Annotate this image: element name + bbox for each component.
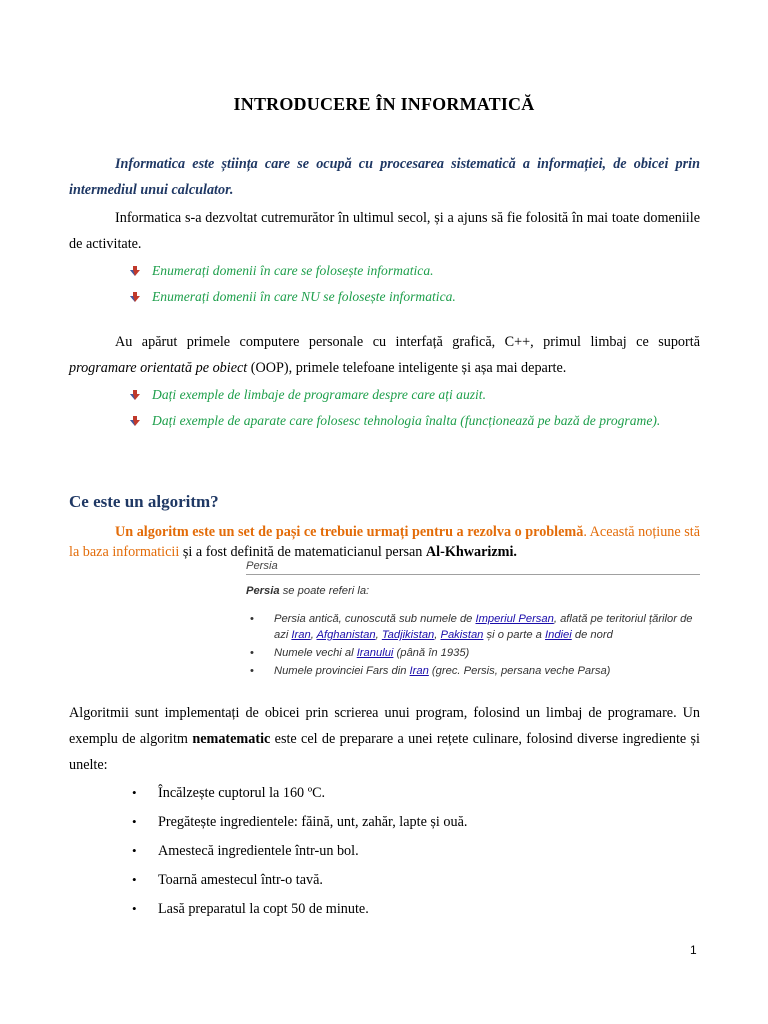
recipe-step — [132, 896, 692, 925]
recipe-steps — [132, 780, 692, 925]
task-item — [128, 382, 700, 408]
algorithm-paragraph — [69, 522, 700, 562]
task-text: Dați exemple de aparate care folosesc tehnologia înalta (funcționează pe bază de programe). — [152, 413, 661, 428]
wiki-link-iran[interactable]: Iran — [409, 665, 429, 677]
definition-paragraph: Informatica este știința care se ocupă cu procesarea sistematică a informației, de obicei prin intermediul unui calculator. — [69, 156, 700, 198]
arrow-down-icon — [130, 416, 140, 426]
recipe-step-text: Toarnă amestecul într-o tavă. — [158, 872, 323, 888]
bullet-icon: • — [132, 843, 137, 858]
bullet-icon: • — [132, 785, 137, 800]
recipe-step — [132, 838, 692, 867]
wiki-list-item — [246, 645, 700, 661]
arrow-down-icon — [130, 266, 140, 276]
wiki-text: (până în 1935) — [393, 647, 470, 659]
task-item — [128, 258, 700, 284]
page-number: 1 — [690, 943, 697, 957]
bullet-icon: • — [250, 613, 254, 625]
computers-oop-term: programare orientată pe obiect — [69, 360, 248, 376]
recipe-step-text: Lasă preparatul la copt 50 de minute. — [158, 901, 369, 917]
wiki-link-indiei[interactable]: Indiei — [545, 629, 572, 641]
wiki-header: Persia — [246, 560, 700, 575]
wiki-text: (grec. Persis, persana veche Parsa) — [428, 665, 611, 677]
bullet-icon: • — [132, 901, 137, 916]
wiki-link-iran[interactable]: Iran — [291, 629, 311, 641]
recipe-step-text: Amestecă ingredientele într-un bol. — [158, 843, 359, 859]
recipe-step-text: Încălzește cuptorul la 160 ºC. — [158, 785, 326, 801]
computers-text-1: Au apărut primele computere personale cu interfață grafică, C++, primul limbaj ce suportă — [115, 334, 700, 350]
wiki-text: și o parte a — [483, 629, 545, 641]
wiki-text: Numele vechi al — [274, 647, 357, 659]
wiki-link-pakistan[interactable]: Pakistan — [440, 629, 484, 641]
arrow-down-icon — [130, 390, 140, 400]
task-text: Enumerați domenii în care se folosește informatica. — [152, 263, 434, 278]
arrow-down-icon — [130, 292, 140, 302]
wiki-link-afghanistan[interactable]: Afghanistan — [316, 629, 376, 641]
wiki-text: Persia antică, cunoscută sub numele de — [274, 613, 476, 625]
wiki-text: , aflată pe teritoriul țărilor de azi — [274, 613, 693, 641]
bullet-icon: • — [250, 665, 254, 677]
algorithm-author: Al-Khwarizmi. — [425, 544, 517, 560]
computers-paragraph — [69, 329, 700, 381]
bullet-icon: • — [132, 814, 137, 829]
wiki-intro-text: se poate referi la: — [279, 585, 370, 597]
bullet-icon: • — [250, 647, 254, 659]
development-paragraph: Informatica s-a dezvoltat cutremurător în ultimul secol, și a ajuns să fie folosită în mai toate domeniile de activitate. — [69, 210, 700, 252]
wiki-intro — [246, 585, 700, 597]
implementation-text-2: este cel de preparare a unei rețete culinare, folosind diverse ingrediente și unelte: — [69, 731, 700, 773]
task-item — [128, 284, 700, 310]
wiki-text: Numele provinciei Fars din — [274, 665, 410, 677]
implementation-paragraph — [69, 700, 700, 778]
section-heading: Ce este un algoritm? — [69, 492, 219, 511]
recipe-step — [132, 867, 692, 896]
recipe-step — [132, 809, 692, 838]
wiki-text: de nord — [571, 629, 613, 641]
recipe-step-text: Pregătește ingredientele: făină, unt, zahăr, lapte și ouă. — [158, 814, 468, 830]
wiki-link-imperiul-persan[interactable]: Imperiul Persan — [475, 613, 554, 625]
bullet-icon: • — [132, 872, 137, 887]
wiki-link-iranului[interactable]: Iranului — [356, 647, 394, 659]
implementation-text-1: Algoritmii sunt implementați de obicei prin scrierea unui program, folosind un limbaj de programare. Un exemplu de algoritm — [69, 705, 700, 747]
wiki-text: , — [310, 629, 317, 641]
task-text: Enumerați domenii în care NU se folosește informatica. — [152, 289, 456, 304]
implementation-term: nematematic — [192, 731, 271, 747]
algorithm-note: . Această noțiune stă la baza informaticii — [69, 524, 701, 560]
wiki-list-item — [246, 663, 700, 679]
wiki-intro-term: Persia — [246, 585, 280, 597]
wiki-list — [246, 611, 700, 679]
wiki-list-item — [246, 611, 700, 643]
wiki-excerpt — [246, 560, 700, 681]
recipe-step — [132, 780, 692, 809]
page-title: INTRODUCERE ÎN INFORMATICĂ — [233, 94, 535, 114]
wiki-text: , — [375, 629, 382, 641]
task-text: Dați exemple de limbaje de programare despre care ați auzit. — [152, 387, 486, 402]
task-list-1 — [128, 258, 700, 310]
wiki-link-tadjikistan[interactable]: Tadjikistan — [381, 629, 435, 641]
algorithm-text: și a fost definită de matematicianul persan — [179, 544, 426, 560]
algorithm-definition: Un algoritm este un set de pași ce trebuie urmați pentru a rezolva o problemă — [115, 524, 584, 540]
wiki-text: , — [434, 629, 441, 641]
computers-text-2: (OOP), primele telefoane inteligente și așa mai departe. — [247, 360, 567, 376]
task-item — [128, 408, 700, 434]
task-list-2 — [128, 382, 700, 434]
